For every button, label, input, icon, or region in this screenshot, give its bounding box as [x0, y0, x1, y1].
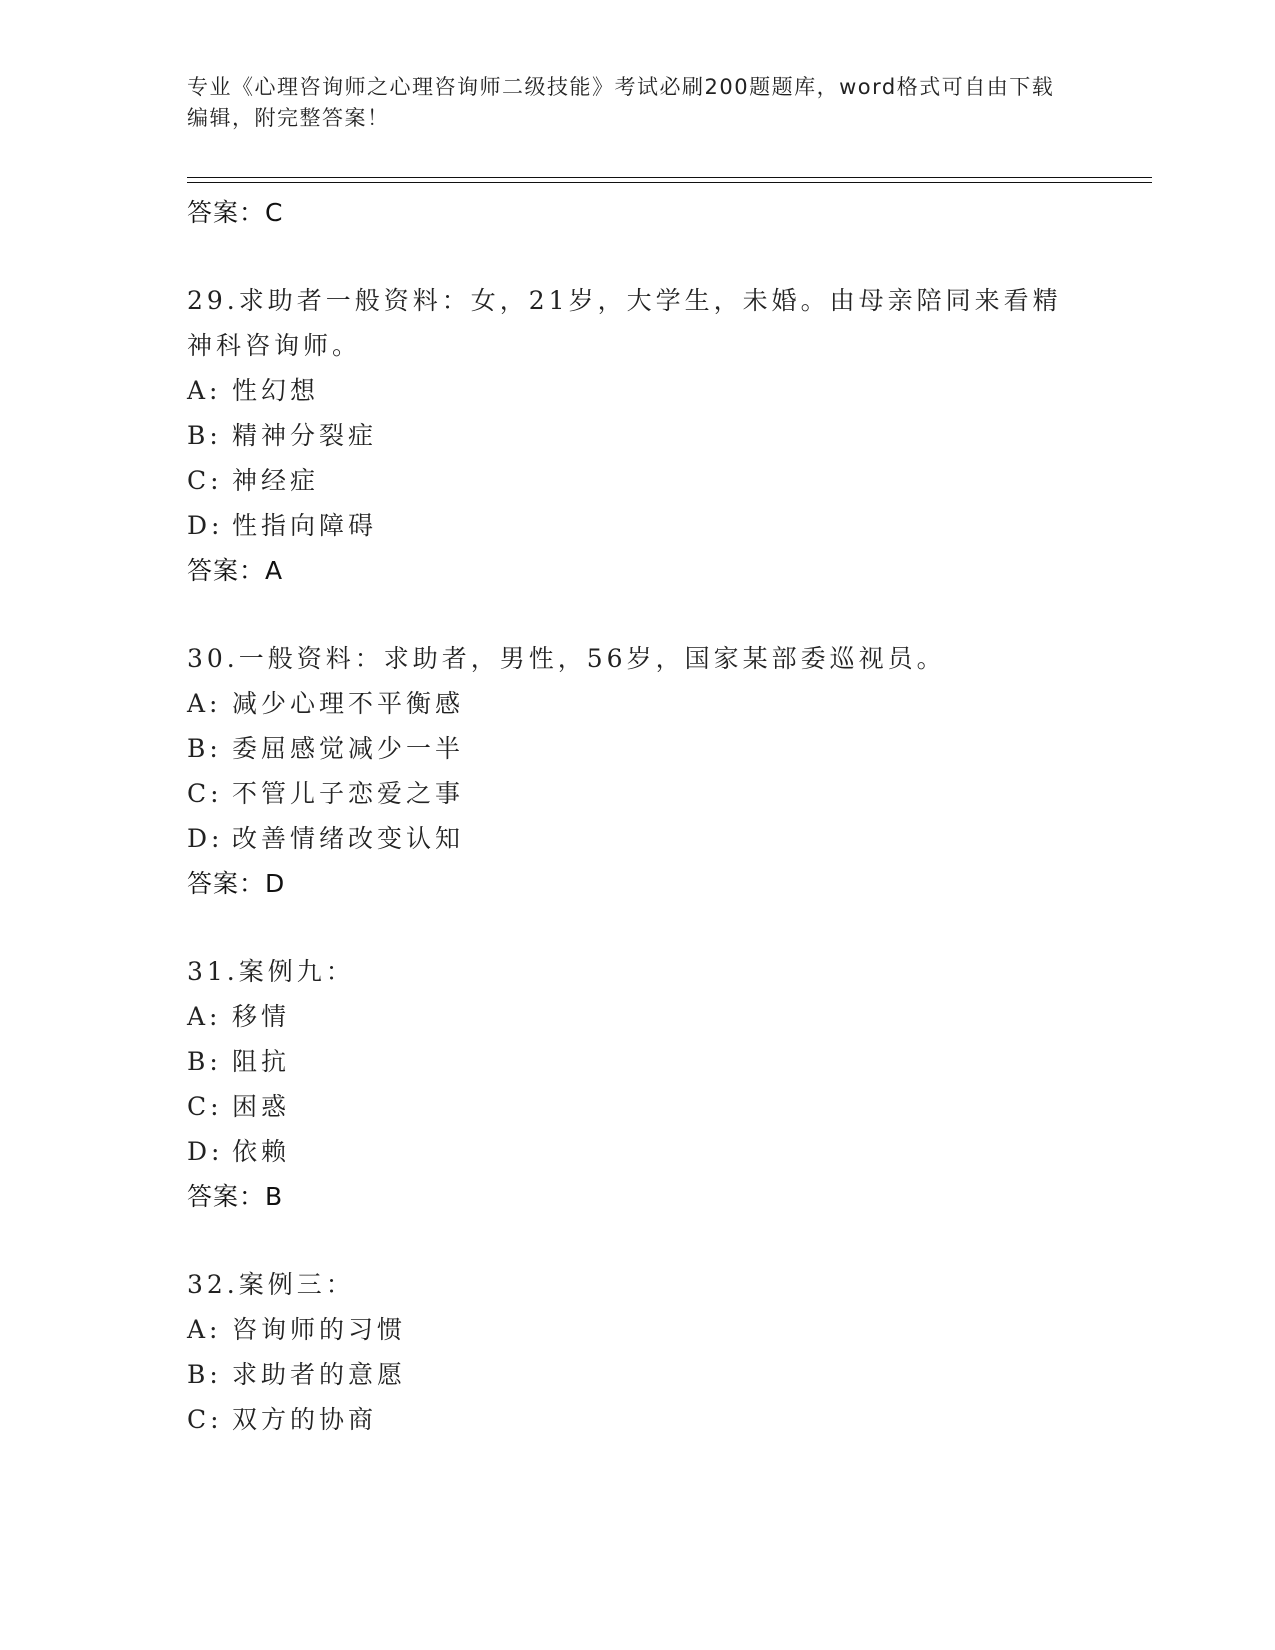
option-letter: D:: [187, 1137, 224, 1166]
option-text: 求助者的意愿: [232, 1360, 407, 1389]
option-letter: B:: [187, 1047, 222, 1076]
question-text: 30.一般资料：求助者，男性，56岁，国家某部委巡视员。: [187, 644, 946, 673]
question-list: [187, 190, 1087, 1442]
option-text: 性幻想: [232, 376, 320, 405]
option-b: [187, 1039, 1087, 1084]
option-a: [187, 368, 1087, 413]
option-letter: C:: [187, 1405, 223, 1434]
option-letter: D:: [187, 824, 224, 853]
option-text: 性指向障碍: [232, 511, 378, 540]
option-d: [187, 816, 1087, 861]
option-a: [187, 681, 1087, 726]
option-text: 精神分裂症: [232, 421, 378, 450]
option-a: [187, 994, 1087, 1039]
option-text: 咨询师的习惯: [232, 1315, 407, 1344]
option-text: 改善情绪改变认知: [232, 824, 465, 853]
option-letter: C:: [187, 1092, 223, 1121]
header-rule-top: [187, 177, 1152, 178]
option-b: [187, 413, 1087, 458]
option-text: 委屈感觉减少一半: [232, 734, 465, 763]
question-item: [187, 278, 1087, 593]
option-text: 困惑: [232, 1092, 291, 1121]
option-text: 依赖: [232, 1137, 291, 1166]
option-letter: A:: [187, 376, 222, 405]
option-c: [187, 458, 1087, 503]
option-letter: D:: [187, 511, 224, 540]
option-c: [187, 771, 1087, 816]
question-item: [187, 949, 1087, 1219]
document-header: 专业《心理咨询师之心理咨询师二级技能》考试必刷200题题库，word格式可自由下载编辑，附完整答案！: [187, 75, 1055, 130]
option-b: [187, 726, 1087, 771]
option-d: [187, 503, 1087, 548]
option-letter: C:: [187, 779, 223, 808]
header-rule-bottom: [187, 182, 1152, 183]
option-b: [187, 1352, 1087, 1397]
option-text: 神经症: [232, 466, 320, 495]
option-letter: A:: [187, 689, 222, 718]
option-text: 不管儿子恋爱之事: [232, 779, 465, 808]
question-item: [187, 1262, 1087, 1442]
option-text: 减少心理不平衡感: [232, 689, 465, 718]
option-letter: B:: [187, 421, 222, 450]
option-letter: A:: [187, 1002, 222, 1031]
option-letter: C:: [187, 466, 223, 495]
option-d: [187, 1129, 1087, 1174]
question-text: 31.案例九：: [187, 957, 355, 986]
answer-line: 答案：A: [187, 556, 284, 585]
option-a: [187, 1307, 1087, 1352]
option-text: 阻抗: [232, 1047, 291, 1076]
question-text: 32.案例三：: [187, 1270, 355, 1299]
option-c: [187, 1084, 1087, 1129]
option-text: 移情: [232, 1002, 291, 1031]
answer-line: 答案：C: [187, 198, 284, 227]
answer-line: 答案：B: [187, 1182, 284, 1211]
option-letter: A:: [187, 1315, 222, 1344]
option-c: [187, 1397, 1087, 1442]
answer-line: 答案：D: [187, 869, 286, 898]
option-letter: B:: [187, 1360, 222, 1389]
question-text: 29.求助者一般资料：女，21岁，大学生，未婚。由母亲陪同来看精神科咨询师。: [187, 286, 1062, 360]
option-text: 双方的协商: [232, 1405, 378, 1434]
question-item: [187, 636, 1087, 906]
option-letter: B:: [187, 734, 222, 763]
